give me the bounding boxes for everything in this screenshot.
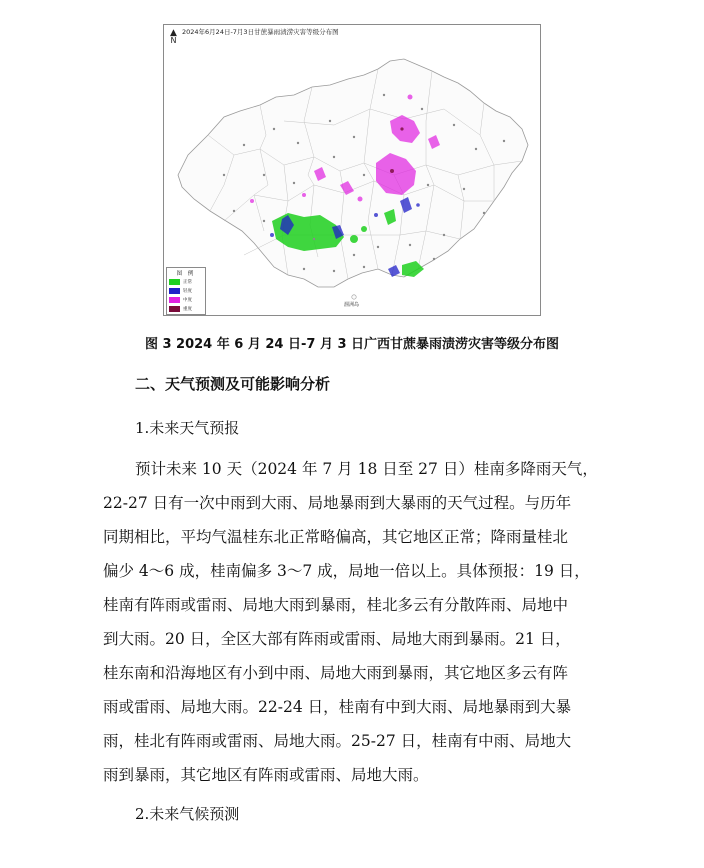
- legend-label: 中度: [183, 297, 192, 303]
- legend-label: 轻度: [183, 288, 192, 294]
- map-title: 2024年6月24日-7月3日甘蔗暴雨渍涝灾害等级分布图: [182, 28, 339, 36]
- legend-label: 正常: [183, 279, 192, 285]
- legend-item: [167, 277, 205, 286]
- paragraph-line: 到大雨。20 日，全区大部有阵雨或雷雨、局地大雨到暴雨。21 日，: [103, 630, 571, 648]
- north-arrow-icon: ▲ N: [170, 28, 177, 45]
- paragraph-line: 雨到暴雨，其它地区有阵雨或雷雨、局地大雨。: [103, 766, 429, 784]
- paragraph-line: 同期相比，平均气温桂东北正常略偏高，其它地区正常；降雨量桂北: [103, 528, 569, 546]
- map-legend: [166, 267, 206, 315]
- legend-label: 重度: [183, 306, 192, 312]
- subsection-heading-climate: 2.未来气候预测: [135, 805, 240, 823]
- legend-item: [167, 295, 205, 304]
- figure-caption: 图 3 2024 年 6 月 24 日-7 月 3 日广西甘蔗暴雨渍涝灾害等级分布图: [144, 337, 560, 352]
- legend-swatch-normal: [169, 279, 180, 285]
- paragraph-line: 22-27 日有一次中雨到大雨、局地暴雨到大暴雨的天气过程。与历年: [103, 494, 572, 512]
- legend-swatch-light: [169, 288, 180, 294]
- paragraph-line: 雨或雷雨、局地大雨。22-24 日，桂南有中到大雨、局地暴雨到大暴: [103, 698, 572, 716]
- forecast-paragraph: [103, 452, 609, 792]
- subsection-heading-forecast: 1.未来天气预报: [135, 419, 240, 437]
- legend-swatch-moderate: [169, 297, 180, 303]
- section-heading: 二、天气预测及可能影响分析: [135, 375, 331, 393]
- paragraph-line: 桂东南和沿海地区有小到中雨、局地大雨到暴雨，其它地区多云有阵: [103, 664, 569, 682]
- legend-item: [167, 304, 205, 313]
- paragraph-line: 雨，桂北有阵雨或雷雨、局地大雨。25-27 日，桂南有中雨、局地大: [103, 732, 572, 750]
- guangxi-map-graphic: [164, 25, 541, 316]
- island-label: 涠洲岛: [344, 302, 360, 308]
- legend-item: [167, 286, 205, 295]
- legend-title: 图 例: [176, 271, 196, 277]
- paragraph-line: 桂南有阵雨或雷雨、局地大雨到暴雨，桂北多云有分散阵雨、局地中: [103, 596, 569, 614]
- paragraph-line: 预计未来 10 天（2024 年 7 月 18 日至 27 日）桂南多降雨天气，: [135, 460, 598, 478]
- paragraph-line: 偏少 4～6 成，桂南偏多 3～7 成，局地一倍以上。具体预报：19 日，: [103, 562, 590, 580]
- legend-swatch-severe: [169, 306, 180, 312]
- disaster-map: [163, 24, 541, 316]
